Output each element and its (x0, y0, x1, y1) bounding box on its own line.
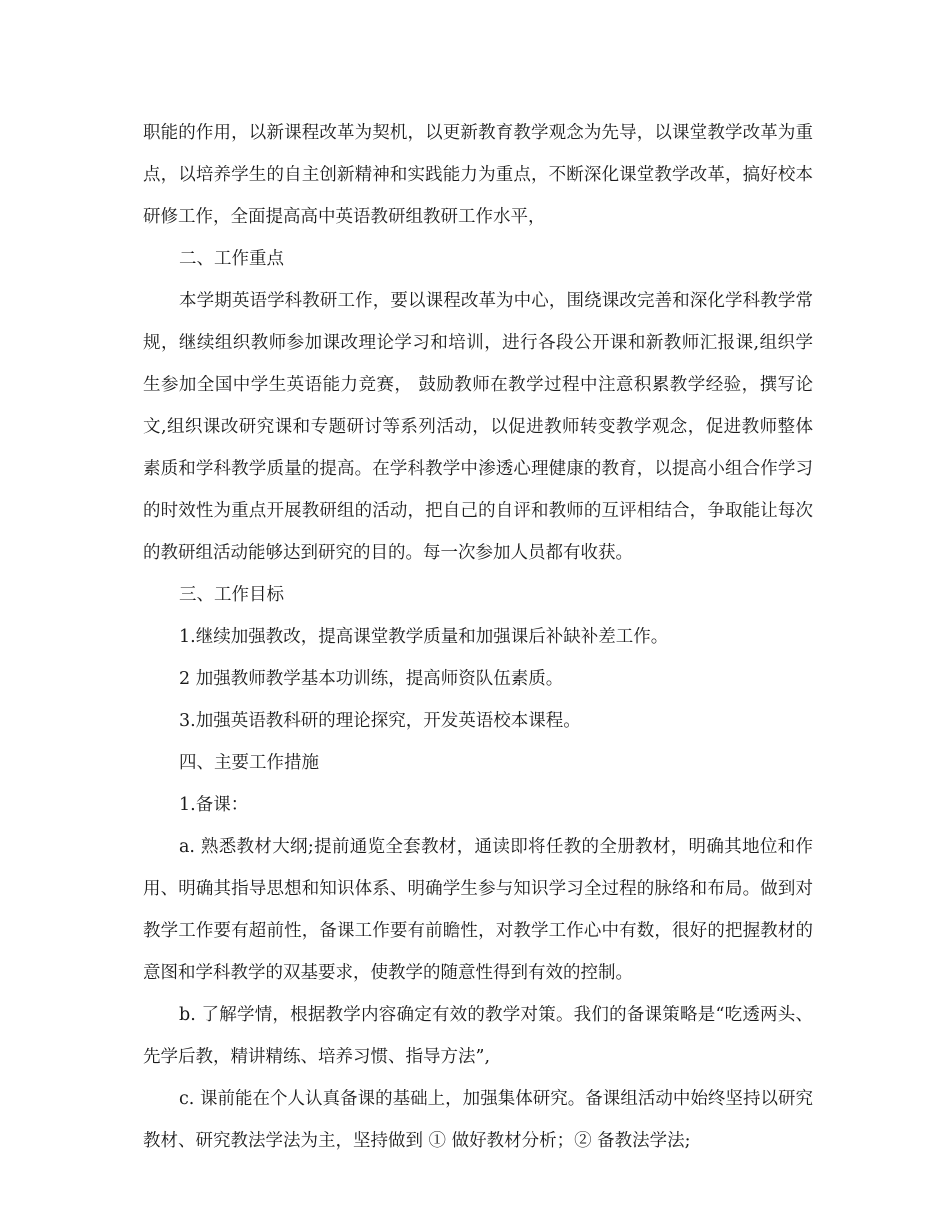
section-heading-work-focus: 二、工作重点 (179, 249, 284, 269)
subheading-lesson-prep: 1.备课： (179, 795, 249, 815)
list-item-goal-2: 2 加强教师教学基本功训练，提高师资队伍素质。 (179, 669, 564, 689)
section-heading-main-measures: 四、主要工作措施 (179, 753, 319, 773)
paragraph-intro: 职能的作用，以新课程改革为契机，以更新教育教学观念为先导，以课堂教学改革为重点，以培养学生的自主创新精神和实践能力为重点，不断深化课堂教学改革，搞好校本研修工作，全面提高高中英语教研组教研工作水平， (143, 123, 813, 227)
paragraph-item-b: b. 了解学情，根据教学内容确定有效的教学对策。我们的备课策略是“吃透两头、先学后教，精讲精练、培养习惯、指导方法”, (143, 1005, 813, 1067)
paragraph-item-a: a. 熟悉教材大纲;提前通览全套教材，通读即将任教的全册教材，明确其地位和作用、明确其指导思想和知识体系、明确学生参与知识学习全过程的脉络和布局。做到对教学工作要有超前性，备课工作要有前瞻性，对教学工作心中有数，很好的把握教材的意图和学科教学的双基要求，使教学的随意性得到有效的控制。 (143, 837, 813, 983)
list-item-goal-3: 3.加强英语教科研的理论探究，开发英语校本课程。 (179, 711, 581, 731)
paragraph-work-focus: 本学期英语学科教研工作，要以课程改革为中心，围绕课改完善和深化学科教学常规，继续组织教师参加课改理论学习和培训，进行各段公开课和新教师汇报课,组织学生参加全国中学生英语能力竞赛， 鼓励教师在教学过程中注意积累教学经验，撰写论文,组织课改研究课和专题研讨等系列活动，以促进教师转变教学观念，促进教师整体素质和学科教学质量的提高。在学科教学中渗透心理健康的教育，以提高小组合作学习的时效性为重点开展教研组的活动，把自己的自评和教师的互评相结合，争取能让每次的教研组活动能够达到研究的目的。每一次参加人员都有收获。 (143, 291, 813, 563)
document-body (143, 112, 813, 1162)
list-item-goal-1: 1.继续加强教改，提高课堂教学质量和加强课后补缺补差工作。 (179, 627, 669, 647)
section-heading-work-goals: 三、工作目标 (179, 585, 284, 605)
paragraph-item-c: c. 课前能在个人认真备课的基础上，加强集体研究。备课组活动中始终坚持以研究教材、研究教法学法为主，坚持做到 ① 做好教材分析；② 备教法学法; (143, 1089, 813, 1151)
